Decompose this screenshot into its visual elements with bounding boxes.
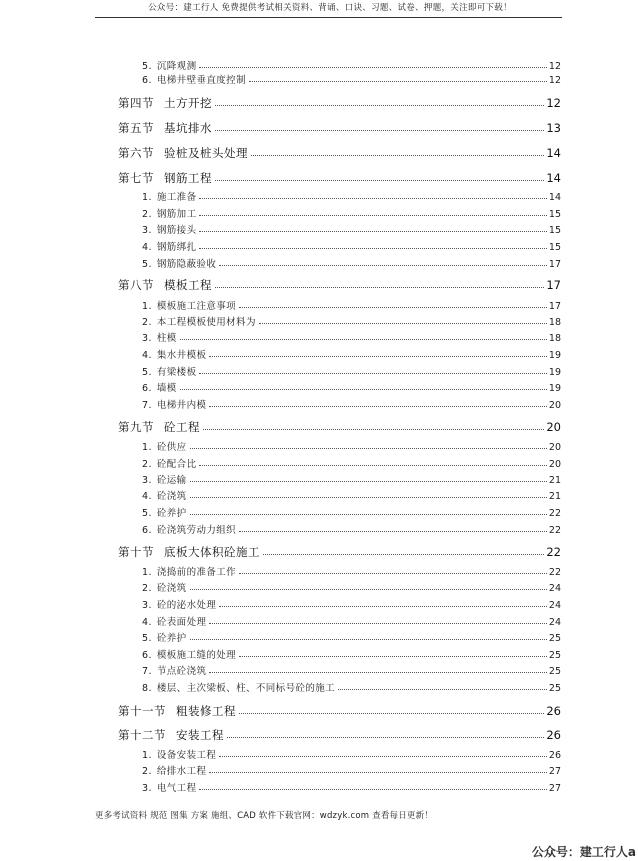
toc-entry-title: 砼运输 [156, 475, 187, 486]
toc-page-number: 26 [548, 750, 561, 761]
toc-dot-leader [209, 771, 547, 773]
toc-dot-leader [209, 671, 547, 673]
toc-item-row [142, 666, 561, 678]
toc-dot-leader [215, 286, 544, 288]
toc-page-number: 12 [546, 96, 561, 110]
toc-item-row [142, 491, 561, 503]
toc-item-row [142, 567, 561, 579]
toc-entry-title: 验桩及桩头处理 [164, 146, 248, 160]
toc-entry-title: 粗装修工程 [176, 704, 236, 718]
toc-entry-title: 电梯井内模 [156, 400, 207, 411]
toc-page-number: 21 [548, 491, 561, 502]
toc-entry-number: 5. [142, 367, 152, 378]
toc-entry-title: 钢筋加工 [156, 209, 197, 220]
toc-entry-title: 钢筋接头 [156, 225, 197, 236]
toc-dot-leader [199, 214, 546, 216]
toc-item-row [142, 766, 561, 778]
toc-dot-leader [239, 530, 547, 532]
toc-section-row [118, 96, 561, 110]
toc-page-number: 20 [548, 400, 561, 411]
toc-dot-leader [215, 104, 544, 106]
toc-entry-number: 6. [142, 383, 152, 394]
toc-item-row [142, 367, 561, 379]
toc-dot-leader [190, 513, 547, 515]
toc-entry-title: 模板施工缝的处理 [156, 650, 237, 661]
toc-page-number: 18 [548, 317, 561, 328]
toc-dot-leader [190, 447, 547, 449]
page-header-text: 公众号：建工行人 免费提供考试相关资料、背诵、口诀、习题、试卷、押题，关注即可下载！ [148, 3, 512, 13]
toc-dot-leader [180, 388, 547, 390]
toc-entry-title: 设备安装工程 [156, 750, 217, 761]
toc-entry-number: 4. [142, 350, 152, 361]
toc-dot-leader [190, 496, 547, 498]
toc-dot-leader [190, 588, 547, 590]
toc-dot-leader [227, 736, 544, 738]
toc-page-number: 19 [548, 383, 561, 394]
toc-entry-number: 4. [142, 617, 152, 628]
toc-dot-leader [263, 553, 544, 555]
toc-entry-number: 4. [142, 242, 152, 253]
toc-entry-number: 7. [142, 666, 152, 677]
toc-entry-title: 钢筋工程 [164, 171, 212, 185]
toc-dot-leader [199, 788, 546, 790]
toc-item-row [142, 209, 561, 221]
toc-entry-title: 钢筋隐蔽验收 [156, 259, 217, 270]
toc-item-row [142, 192, 561, 204]
toc-entry-title: 砼浇筑劳动力组织 [156, 525, 237, 536]
toc-entry-title: 给排水工程 [156, 766, 207, 777]
toc-page-number: 19 [548, 350, 561, 361]
toc-dot-leader [190, 638, 547, 640]
toc-entry-title: 基坑排水 [164, 121, 212, 135]
toc-entry-number: 5. [142, 508, 152, 519]
toc-entry-number: 5. [142, 61, 152, 72]
toc-entry-title: 沉降观测 [156, 61, 197, 72]
toc-entry-number: 6. [142, 650, 152, 661]
toc-entry-title: 砼养护 [156, 633, 187, 644]
toc-item-row [142, 650, 561, 662]
toc-section-row [118, 420, 561, 434]
toc-entry-number: 3. [142, 225, 152, 236]
toc-entry-number: 第十节 [118, 545, 154, 559]
toc-entry-number: 3. [142, 333, 152, 344]
toc-dot-leader [203, 428, 544, 430]
toc-entry-title: 模板工程 [164, 278, 212, 292]
toc-entry-number: 1. [142, 442, 152, 453]
toc-page-number: 27 [548, 766, 561, 777]
toc-entry-title: 底板大体积砼施工 [164, 545, 260, 559]
page-footer-text: 更多考试资料 规范 图集 方案 施组、CAD 软件下载官网：wdzyk.com 查看每日更新！ [95, 811, 434, 821]
toc-section-row [118, 278, 561, 292]
toc-entry-number: 3. [142, 783, 152, 794]
toc-page-number: 26 [546, 704, 561, 718]
toc-page-number: 20 [548, 442, 561, 453]
toc-entry-number: 第八节 [118, 278, 154, 292]
toc-entry-number: 2. [142, 209, 152, 220]
toc-page-number: 22 [548, 508, 561, 519]
toc-dot-leader [215, 129, 544, 131]
toc-entry-number: 3. [142, 475, 152, 486]
toc-dot-leader [239, 572, 547, 574]
toc-entry-title: 砼工程 [164, 420, 200, 434]
toc-item-row [142, 242, 561, 254]
toc-page-number: 21 [548, 475, 561, 486]
toc-item-row [142, 383, 561, 395]
toc-page-number: 24 [548, 583, 561, 594]
toc-item-row [142, 301, 561, 313]
toc-item-row [142, 600, 561, 612]
toc-entry-number: 5. [142, 259, 152, 270]
toc-entry-title: 安装工程 [176, 728, 224, 742]
toc-entry-title: 柱模 [156, 333, 177, 344]
toc-page-number: 17 [548, 259, 561, 270]
toc-item-row [142, 75, 561, 87]
toc-item-row [142, 61, 561, 73]
toc-dot-leader [190, 480, 547, 482]
toc-entry-title: 砼浇筑 [156, 491, 187, 502]
toc-item-row [142, 783, 561, 795]
toc-item-row [142, 617, 561, 629]
toc-page-number: 25 [548, 683, 561, 694]
toc-dot-leader [239, 306, 547, 308]
toc-entry-title: 楼层、主次梁板、柱、不同标号砼的施工 [156, 683, 336, 694]
toc-section-row [118, 545, 561, 559]
toc-page-number: 20 [546, 420, 561, 434]
toc-entry-title: 施工准备 [156, 192, 197, 203]
toc-page-number: 24 [548, 617, 561, 628]
toc-page-number: 14 [546, 171, 561, 185]
toc-page-number: 12 [548, 61, 561, 72]
toc-entry-title: 砼的泌水处理 [156, 600, 217, 611]
toc-page-number: 27 [548, 783, 561, 794]
toc-entry-number: 6. [142, 525, 152, 536]
toc-dot-leader [199, 197, 546, 199]
toc-item-row [142, 459, 561, 471]
toc-item-row [142, 633, 561, 645]
toc-entry-number: 5. [142, 633, 152, 644]
toc-entry-number: 3. [142, 600, 152, 611]
corner-account-label: 公众号：建工行人a [531, 845, 636, 859]
toc-dot-leader [199, 372, 546, 374]
toc-dot-leader [209, 405, 547, 407]
toc-item-row [142, 400, 561, 412]
toc-page-number: 15 [548, 225, 561, 236]
toc-page-number: 14 [548, 192, 561, 203]
toc-page-number: 26 [546, 728, 561, 742]
toc-entry-number: 2. [142, 317, 152, 328]
toc-entry-title: 砼配合比 [156, 459, 197, 470]
toc-page-number: 25 [548, 650, 561, 661]
toc-entry-title: 砼养护 [156, 508, 187, 519]
toc-dot-leader [219, 755, 547, 757]
toc-item-row [142, 750, 561, 762]
toc-entry-number: 第十一节 [118, 704, 166, 718]
toc-dot-leader [251, 154, 544, 156]
toc-entry-number: 第九节 [118, 420, 154, 434]
toc-entry-title: 砼供应 [156, 442, 187, 453]
toc-entry-number: 1. [142, 192, 152, 203]
toc-item-row [142, 225, 561, 237]
toc-page-number: 13 [546, 121, 561, 135]
toc-page-number: 17 [548, 301, 561, 312]
toc-entry-number: 第五节 [118, 121, 154, 135]
toc-entry-number: 2. [142, 766, 152, 777]
toc-page-number: 15 [548, 209, 561, 220]
toc-page-number: 25 [548, 666, 561, 677]
toc-page-number: 24 [548, 600, 561, 611]
toc-dot-leader [239, 655, 547, 657]
toc-entry-number: 1. [142, 750, 152, 761]
toc-item-row [142, 350, 561, 362]
toc-entry-number: 第十二节 [118, 728, 166, 742]
toc-entry-number: 4. [142, 491, 152, 502]
toc-dot-leader [199, 230, 546, 232]
toc-item-row [142, 683, 561, 695]
toc-entry-number: 第七节 [118, 171, 154, 185]
toc-entry-number: 第四节 [118, 96, 154, 110]
toc-entry-title: 浇捣前的准备工作 [156, 567, 237, 578]
toc-entry-title: 节点砼浇筑 [156, 666, 207, 677]
toc-page-number: 22 [548, 567, 561, 578]
toc-dot-leader [338, 688, 547, 690]
toc-section-row [118, 146, 561, 160]
toc-entry-title: 电梯井壁垂直度控制 [156, 75, 246, 86]
toc-dot-leader [180, 338, 547, 340]
toc-entry-number: 6. [142, 75, 152, 86]
toc-entry-title: 电气工程 [156, 783, 197, 794]
toc-entry-title: 钢筋绑扎 [156, 242, 197, 253]
toc-page-number: 18 [548, 333, 561, 344]
toc-dot-leader [199, 464, 546, 466]
toc-dot-leader [209, 622, 547, 624]
toc-entry-title: 土方开挖 [164, 96, 212, 110]
toc-item-row [142, 508, 561, 520]
toc-item-row [142, 442, 561, 454]
toc-entry-title: 砼浇筑 [156, 583, 187, 594]
toc-section-row [118, 121, 561, 135]
toc-section-row [118, 171, 561, 185]
toc-entry-title: 有梁楼板 [156, 367, 197, 378]
toc-item-row [142, 525, 561, 537]
toc-dot-leader [249, 80, 547, 82]
toc-page-number: 22 [548, 525, 561, 536]
toc-page-number: 25 [548, 633, 561, 644]
toc-entry-title: 砼表面处理 [156, 617, 207, 628]
toc-item-row [142, 583, 561, 595]
toc-entry-title: 模板施工注意事项 [156, 301, 237, 312]
toc-page-number: 20 [548, 459, 561, 470]
toc-entry-number: 第六节 [118, 146, 154, 160]
toc-page-number: 12 [548, 75, 561, 86]
toc-entry-number: 7. [142, 400, 152, 411]
toc-section-row [118, 728, 561, 742]
toc-entry-title: 集水井模板 [156, 350, 207, 361]
toc-dot-leader [219, 605, 547, 607]
toc-dot-leader [199, 66, 546, 68]
toc-entry-title: 墙模 [156, 383, 177, 394]
toc-dot-leader [259, 322, 547, 324]
toc-entry-number: 1. [142, 567, 152, 578]
toc-page-number: 15 [548, 242, 561, 253]
toc-page-number: 22 [546, 545, 561, 559]
toc-section-row [118, 704, 561, 718]
header-divider [95, 17, 562, 18]
toc-entry-number: 2. [142, 583, 152, 594]
toc-page-number: 19 [548, 367, 561, 378]
toc-entry-number: 2. [142, 459, 152, 470]
toc-item-row [142, 259, 561, 271]
toc-page-number: 17 [546, 278, 561, 292]
toc-dot-leader [199, 247, 546, 249]
toc-entry-number: 8. [142, 683, 152, 694]
toc-dot-leader [215, 179, 544, 181]
toc-entry-title: 本工程模板使用材料为 [156, 317, 256, 328]
toc-item-row [142, 317, 561, 329]
toc-entry-number: 1. [142, 301, 152, 312]
toc-item-row [142, 475, 561, 487]
toc-dot-leader [219, 264, 547, 266]
toc-dot-leader [239, 712, 544, 714]
toc-item-row [142, 333, 561, 345]
toc-dot-leader [209, 355, 547, 357]
toc-page-number: 14 [546, 146, 561, 160]
